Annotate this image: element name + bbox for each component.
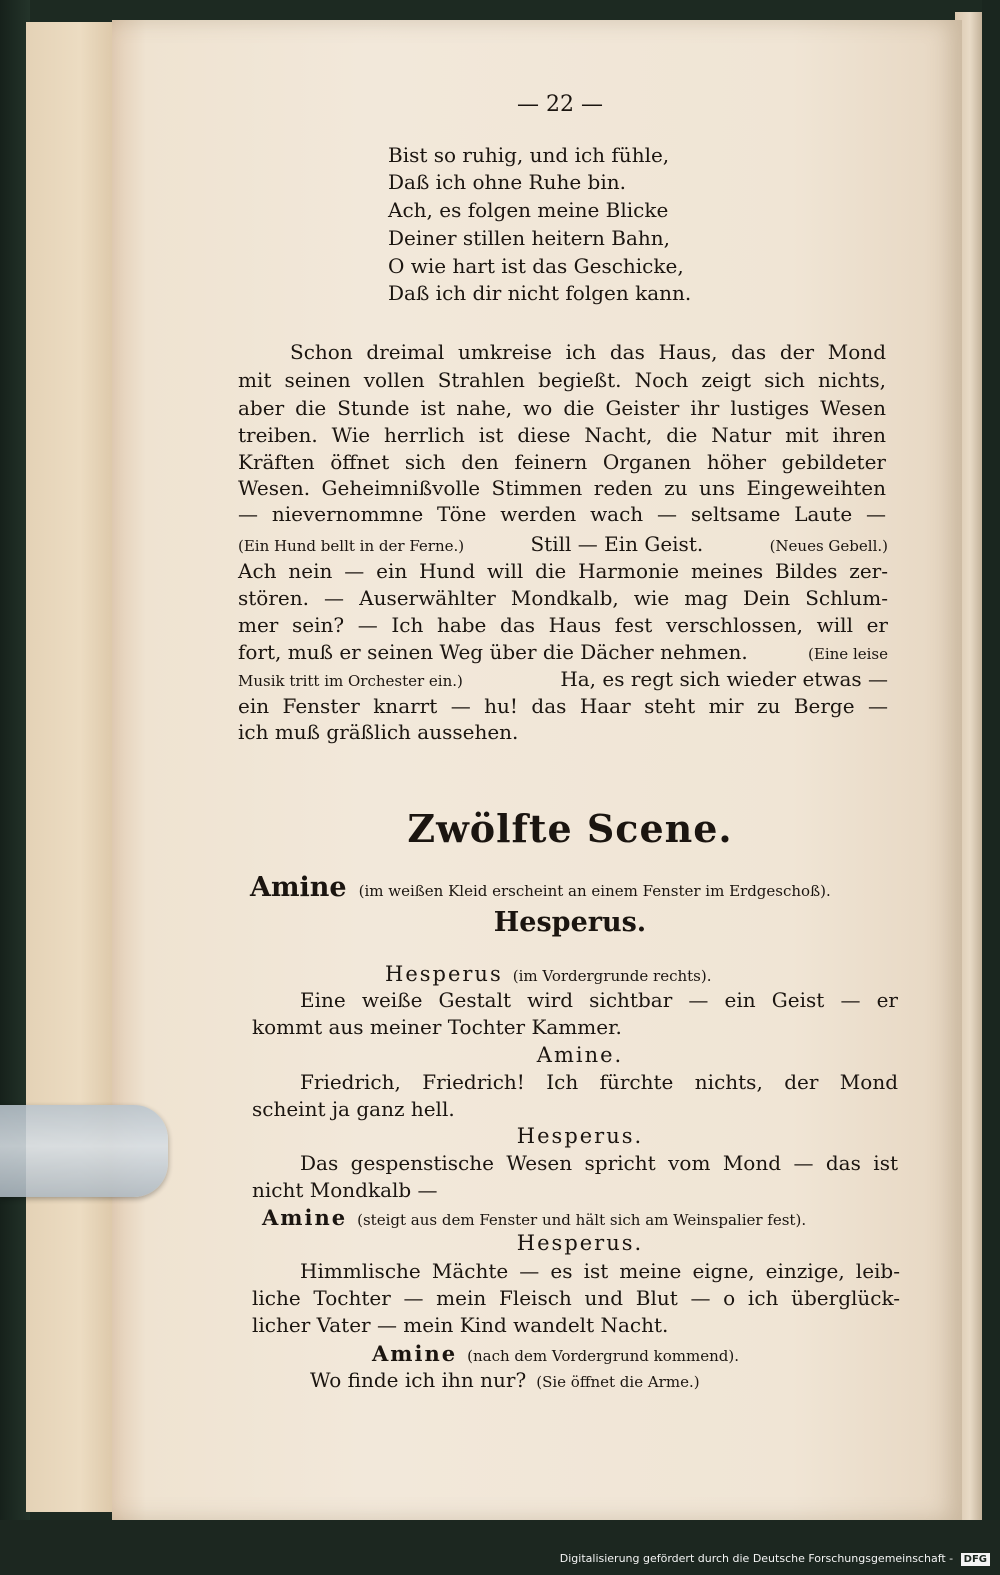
background-bottom	[0, 1520, 1000, 1575]
speaker-amine-1: Amine.	[536, 1043, 624, 1067]
prose-fragment: Ha, es regt sich wieder etwas —	[560, 667, 888, 691]
prose-line-15: ich muß gräßlich aussehen.	[238, 720, 519, 744]
credit-text: Digitalisierung gefördert durch die Deutsche Forschungsgemeinschaft -	[559, 1552, 954, 1565]
verse-line-2: Daß ich ohne Ruhe bin.	[388, 170, 626, 194]
dialogue-line: Eine weiße Gestalt wird sichtbar — ein Geist — er	[300, 988, 898, 1012]
page-number: — 22 —	[517, 92, 603, 117]
dialogue-line: Das gespenstische Wesen spricht vom Mond — das ist	[300, 1151, 898, 1175]
background-right	[982, 0, 1000, 1575]
prose-line-4: treiben. Wie herrlich ist diese Nacht, die Natur mit ihren	[238, 423, 886, 447]
stage-direction: (Eine leise	[808, 645, 888, 663]
speaker-hesperus-1	[385, 962, 711, 986]
prose-line-8	[238, 532, 888, 556]
dialogue-line: nicht Mondkalb —	[252, 1178, 438, 1202]
verse-line-1: Bist so ruhig, und ich fühle,	[388, 143, 670, 167]
prose-line-7: — nievernommne Töne werden wach — seltsame Laute —	[238, 502, 886, 526]
stage-direction: (steigt aus dem Fenster und hält sich am Weinspalier fest).	[357, 1211, 807, 1229]
stage-direction: (Neues Gebell.)	[769, 537, 888, 555]
scene-heading: Zwölfte Scene.	[407, 806, 733, 851]
prose-line-6: Wesen. Geheimnißvolle Stimmen reden zu uns Eingeweihten	[238, 476, 886, 500]
prose-line-12	[238, 640, 888, 664]
dfg-logo: DFG	[961, 1553, 990, 1566]
digitization-credit	[560, 1552, 990, 1566]
speaker-amine-2	[262, 1205, 806, 1230]
prose-line-3: aber die Stunde ist nahe, wo die Geister ihr lustiges Wesen	[238, 396, 886, 420]
dialogue-line: Himmlische Mächte — es ist meine eigne, einzige, leib-	[300, 1259, 900, 1283]
verse-line-6: Daß ich dir nicht folgen kann.	[388, 281, 692, 305]
prose-line-2: mit seinen vollen Strahlen begießt. Noch zeigt sich nichts,	[238, 368, 886, 392]
speaker-name: Hesperus	[385, 962, 503, 986]
verse-line-3: Ach, es folgen meine Blicke	[388, 198, 669, 222]
dialogue-line: Wo finde ich ihn nur?	[310, 1368, 527, 1392]
prose-fragment: fort, muß er seinen Weg über die Dächer nehmen.	[238, 640, 748, 664]
stage-direction: (nach dem Vordergrund kommend).	[467, 1347, 739, 1365]
prose-line-11: mer sein? — Ich habe das Haus fest verschlossen, will er	[238, 613, 888, 637]
speaker-name: Amine	[372, 1341, 458, 1366]
verse-line-4: Deiner stillen heitern Bahn,	[388, 226, 670, 250]
speaker-amine-3	[372, 1341, 739, 1366]
stage-direction: (im weißen Kleid erscheint an einem Fenster im Erdgeschoß).	[358, 882, 831, 900]
speaker-hesperus-3: Hesperus.	[516, 1231, 644, 1255]
prose-line-14: ein Fenster knarrt — hu! das Haar steht mir zu Berge —	[238, 694, 888, 718]
prose-line-9: Ach nein — ein Hund will die Harmonie meines Bildes zer-	[238, 559, 888, 583]
verse-line-5: O wie hart ist das Geschicke,	[388, 254, 684, 278]
cover-board	[26, 22, 118, 1512]
dialogue-line: liche Tochter — mein Fleisch und Blut — o ich überglück-	[252, 1286, 900, 1310]
stage-direction: (Ein Hund bellt in der Ferne.)	[238, 537, 465, 555]
cast-amine	[250, 872, 831, 903]
prose-fragment: Still — Ein Geist.	[530, 532, 704, 556]
dialogue-line: scheint ja ganz hell.	[252, 1097, 455, 1121]
stage-direction: (im Vordergrunde rechts).	[512, 967, 712, 985]
dialogue-line: kommt aus meiner Tochter Kammer.	[252, 1015, 622, 1039]
speaker-hesperus-2: Hesperus.	[516, 1124, 644, 1148]
prose-line-1: Schon dreimal umkreise ich das Haus, das der Mond	[290, 340, 886, 364]
cast-hesperus: Hesperus.	[493, 907, 647, 938]
speaker-name: Amine	[262, 1205, 348, 1230]
prose-line-10: stören. — Auserwählter Mondkalb, wie mag Dein Schlum-	[238, 586, 888, 610]
stage-direction: Musik tritt im Orchester ein.)	[238, 672, 463, 690]
dialogue-line: Friedrich, Friedrich! Ich fürchte nichts, der Mond	[300, 1070, 898, 1094]
stage-direction: (Sie öffnet die Arme.)	[536, 1373, 700, 1391]
character-name: Amine	[250, 872, 347, 903]
prose-line-5: Kräften öffnet sich den feinern Organen höher gebildeter	[238, 450, 886, 474]
scanner-clip	[0, 1105, 168, 1197]
prose-line-13	[238, 667, 888, 691]
dialogue-final-line	[310, 1368, 700, 1392]
dialogue-line: licher Vater — mein Kind wandelt Nacht.	[252, 1313, 669, 1337]
